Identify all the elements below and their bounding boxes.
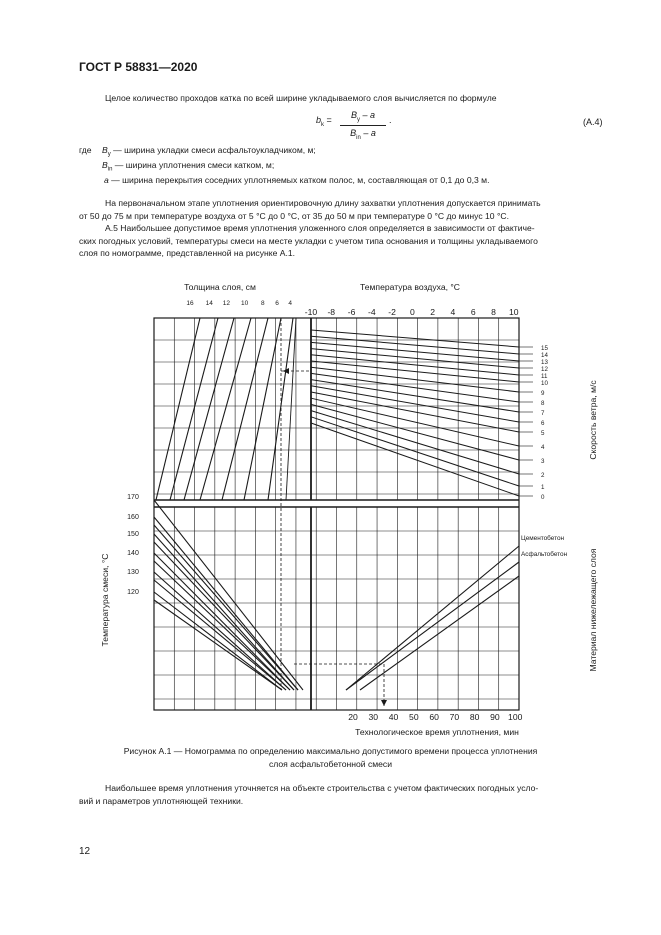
final-paragraph-line-2: вий и параметров уплотняющей техники. xyxy=(79,796,244,806)
wind-tick-label: 11 xyxy=(541,373,548,380)
wind-tick-label: 15 xyxy=(541,345,548,352)
paragraph-2-line-3: слоя по номограмме, представленной на рисунке А.1. xyxy=(79,248,296,258)
thickness-line-14 xyxy=(170,318,218,500)
paragraph-1-line-1: На первоначальном этапе уплотнения ориентировочную длину захватки уплотнения допускается принимать xyxy=(105,198,541,208)
wind-tick-label: 5 xyxy=(541,430,545,437)
wind-line-7 xyxy=(311,380,519,412)
wind-tick-label: 9 xyxy=(541,390,545,397)
paragraph-2-line-2: ских погодных условий, температуры смеси на месте укладки с учетом типа основания и толщины укладываемого xyxy=(79,236,538,246)
wind-axis-title: Скорость ветра, м/с xyxy=(588,380,598,460)
wind-tick-label: 1 xyxy=(541,484,545,491)
base-asphalt-line-2 xyxy=(360,576,519,690)
figure-caption-line-2: слоя асфальтобетонной смеси xyxy=(268,759,393,769)
air-temp-tick-label: 0 xyxy=(409,307,415,317)
thickness-line-extra xyxy=(286,318,296,500)
intro-paragraph: Целое количество проходов катка по всей ширине укладываемого слоя вычисляется по формуле xyxy=(105,93,497,103)
thickness-tick-label: 14 xyxy=(205,300,213,307)
figure-caption-line-1: Рисунок А.1 — Номограмма по определению максимально допустимого времени процесса уплотнения xyxy=(123,746,538,756)
wind-line-2 xyxy=(311,411,519,474)
wind-tick-label: 0 xyxy=(541,494,545,501)
example-arrow xyxy=(381,700,387,706)
thickness-line-12 xyxy=(184,318,234,500)
thickness-tick-label: 6 xyxy=(275,300,279,307)
air-temp-tick-label: 8 xyxy=(491,307,496,317)
formula-lhs: $b_k$ = xyxy=(316,115,332,128)
time-tick-label: 90 xyxy=(490,712,500,722)
time-tick-label: 60 xyxy=(429,712,439,722)
wind-tick-label: 13 xyxy=(541,359,548,366)
mix-temp-tick-label: 120 xyxy=(127,589,139,596)
nomogram-curves xyxy=(154,318,533,706)
wind-tick-label: 4 xyxy=(541,444,545,451)
wind-line-4 xyxy=(311,398,519,446)
final-paragraph-line-1: Наибольшее время уплотнения уточняется на объекте строительства с учетом фактических погодных усло- xyxy=(105,783,539,793)
air-temp-tick-label: 10 xyxy=(508,307,519,317)
air-temp-tick-label: -6 xyxy=(347,307,356,317)
thickness-line-16 xyxy=(156,318,200,500)
time-axis-title: Технологическое время уплотнения, мин xyxy=(355,727,519,737)
mix-temp-axis-title: Температура смеси, °С xyxy=(100,553,110,647)
air-temp-tick-label: 2 xyxy=(430,307,436,317)
formula-fraction: $B_y$ – a $B_{in}$ – a xyxy=(340,110,386,141)
thickness-tick-label: 8 xyxy=(260,300,265,307)
time-tick-label: 100 xyxy=(508,712,523,722)
wind-line-0 xyxy=(311,423,519,496)
time-tick-label: 40 xyxy=(388,712,399,722)
formula-number: (А.4) xyxy=(583,117,603,127)
thickness-line-4 xyxy=(268,318,293,500)
time-tick-label: 30 xyxy=(368,712,379,722)
paragraph-2-line-1: А.5 Наибольшее допустимое время уплотнения уложенного слоя определяется в зависимости от фактиче- xyxy=(105,223,535,233)
air-temp-tick-label: -4 xyxy=(368,307,376,317)
page-number: 12 xyxy=(79,846,91,857)
time-tick-label: 20 xyxy=(348,712,358,722)
mix-temp-line-pair-120 xyxy=(154,600,282,690)
mix-temp-tick-label: 170 xyxy=(127,494,139,501)
wind-tick-label: 14 xyxy=(541,352,548,359)
mix-temp-line-150 xyxy=(154,534,294,690)
wind-tick-label: 12 xyxy=(541,366,548,373)
thickness-line-10 xyxy=(200,318,251,500)
wind-tick-label: 10 xyxy=(541,380,548,387)
thickness-tick-label: 12 xyxy=(222,300,231,307)
thickness-tick-label: 16 xyxy=(186,300,194,307)
thickness-tick-label: 10 xyxy=(240,300,249,307)
air-temp-tick-label: 6 xyxy=(470,307,476,317)
document-header: ГОСТ Р 58831—2020 xyxy=(79,60,198,74)
definition-bin: $B_{in}$ — ширина уплотнения смеси катком, м; xyxy=(102,160,275,173)
mix-temp-line-pair-150 xyxy=(154,542,294,690)
wind-tick-label: 8 xyxy=(541,400,545,407)
wind-tick-label: 7 xyxy=(541,410,545,417)
nomogram-labels xyxy=(100,282,598,737)
base-asphalt-line xyxy=(346,562,519,690)
wind-line-6 xyxy=(311,386,519,422)
where-label: где xyxy=(79,145,92,155)
time-tick-label: 70 xyxy=(449,712,460,722)
paragraph-1-line-2: от 50 до 75 м при температуре воздуха от 5 °С до 0 °С, от 35 до 50 м при температуре 0 °С до минус 10 °С. xyxy=(79,211,509,221)
mix-temp-line-pair-160 xyxy=(154,525,298,690)
mix-temp-tick-label: 140 xyxy=(127,550,139,557)
mix-temp-tick-label: 160 xyxy=(127,514,139,521)
definition-by: $B_y$ — ширина укладки смеси асфальтоукладчиком, м; xyxy=(102,145,316,158)
wind-tick-label: 2 xyxy=(541,472,545,479)
time-tick-label: 80 xyxy=(469,712,480,722)
mix-temp-line-160 xyxy=(154,517,298,690)
air-temp-tick-label: 4 xyxy=(450,307,456,317)
base-cement-line xyxy=(346,546,519,690)
base-option-cement: Цементобетон xyxy=(521,535,565,542)
wind-tick-label: 6 xyxy=(541,420,545,427)
air-temp-tick-label: -10 xyxy=(304,307,318,317)
air-temp-axis-title: Температура воздуха, °С xyxy=(359,282,461,292)
wind-line-9 xyxy=(311,367,519,392)
thickness-axis-title: Толщина слоя, см xyxy=(184,282,256,292)
mix-temp-tick-label: 150 xyxy=(127,531,139,538)
wind-tick-label: 3 xyxy=(541,458,545,465)
time-tick-label: 50 xyxy=(409,712,419,722)
thickness-tick-label: 4 xyxy=(288,300,293,307)
definition-a: a — ширина перекрытия соседних уплотняемых катком полос, м, составляющая от 0,1 до 0,3 м. xyxy=(104,175,490,185)
thickness-line-8 xyxy=(222,318,268,500)
base-option-asphalt: Асфальтобетон xyxy=(521,551,568,558)
mix-temp-tick-label: 130 xyxy=(127,569,139,576)
air-temp-tick-label: -8 xyxy=(327,307,336,317)
base-axis-title: Материал нижележащего слоя xyxy=(588,548,598,672)
formula-end: . xyxy=(389,115,392,125)
mix-temp-line-130 xyxy=(154,572,286,690)
air-temp-tick-label: -2 xyxy=(388,307,396,317)
